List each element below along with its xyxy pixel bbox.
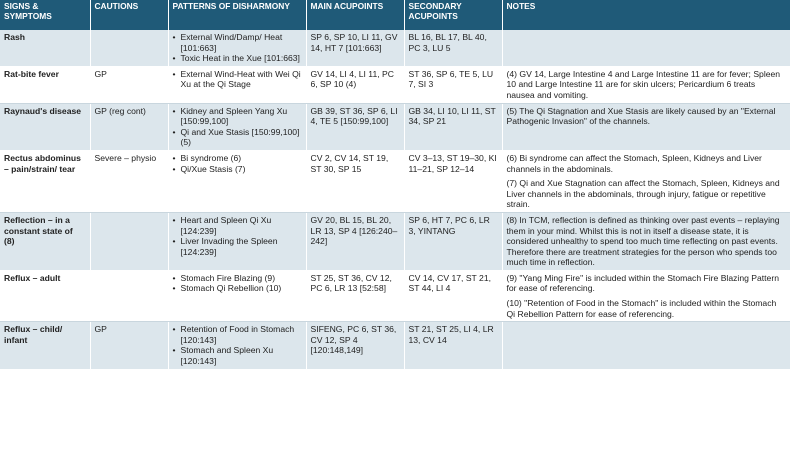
patterns-cell <box>168 322 306 369</box>
pattern-item: • Stomach Qi Rebellion (10) <box>173 283 302 294</box>
secondary-acupoints-cell: GB 34, LI 10, LI 11, ST 34, SP 21 <box>404 103 502 150</box>
main-acupoints-cell: ST 25, ST 36, CV 12, PC 6, LR 13 [52:58] <box>306 270 404 321</box>
notes-cell <box>502 30 790 66</box>
main-acupoints-cell: GV 14, LI 4, LI 11, PC 6, SP 10 (4) <box>306 66 404 103</box>
header-patterns: PATTERNS OF DISHARMONY <box>168 0 306 30</box>
main-acupoints-cell: GV 20, BL 15, BL 20, LR 13, SP 4 [126:240– 242] <box>306 212 404 270</box>
sign-cell: Reflux – child/ infant <box>0 322 90 369</box>
table-row <box>0 212 790 270</box>
sign-cell: Rectus abdominus – pain/strain/ tear <box>0 150 90 212</box>
pattern-item: • Bi syndrome (6) <box>173 153 302 164</box>
pattern-item: • Stomach and Spleen Xu [120:143] <box>173 345 302 366</box>
header-cautions: CAUTIONS <box>90 0 168 30</box>
main-acupoints-cell: SIFENG, PC 6, ST 36, CV 12, SP 4 [120:148,149] <box>306 322 404 369</box>
note-text: (8) In TCM, reflection is defined as thinking over past events – replaying them in your mind. Whilst this is not in itself a disease state, it is considered unhealthy to spend too much time reflecting on past events. Therefore there are treatment strategies for the person who spends too much time in reflection. <box>506 214 780 268</box>
pattern-item: • Toxic Heat in the Xue [101:663] <box>173 53 302 64</box>
pattern-item: • External Wind-Heat with Wei Qi Xu at the Qi Stage <box>173 69 302 90</box>
notes-cell <box>502 103 790 150</box>
patterns-cell <box>168 270 306 321</box>
sign-cell: Reflection – in a constant state of (8) <box>0 212 90 270</box>
caution-cell: GP (reg cont) <box>90 103 168 150</box>
caution-cell: GP <box>90 66 168 103</box>
sign-cell: Raynaud's disease <box>0 103 90 150</box>
patterns-cell <box>168 66 306 103</box>
secondary-acupoints-cell: SP 6, HT 7, PC 6, LR 3, YINTANG <box>404 212 502 270</box>
sign-cell: Rash <box>0 30 90 66</box>
table-row <box>0 322 790 369</box>
caution-cell: GP <box>90 322 168 369</box>
note-text: (9) "Yang Ming Fire" is included within the Stomach Fire Blazing Pattern for ease of referencing. <box>506 272 779 294</box>
caution-cell <box>90 212 168 270</box>
patterns-cell <box>168 30 306 66</box>
caution-cell: Severe – physio <box>90 150 168 212</box>
header-notes: NOTES <box>502 0 790 30</box>
header-main-acupoints: MAIN ACUPOINTS <box>306 0 404 30</box>
patterns-cell <box>168 150 306 212</box>
notes-cell <box>502 66 790 103</box>
pattern-item: • Qi/Xue Stasis (7) <box>173 164 302 175</box>
table-row <box>0 30 790 66</box>
sign-cell: Rat-bite fever <box>0 66 90 103</box>
header-row <box>0 0 790 30</box>
table-row <box>0 66 790 103</box>
pattern-item: • Liver Invading the Spleen [124:239] <box>173 236 302 257</box>
patterns-cell <box>168 212 306 270</box>
pattern-item: • Heart and Spleen Qi Xu [124:239] <box>173 215 302 236</box>
main-acupoints-cell: SP 6, SP 10, LI 11, GV 14, HT 7 [101:663] <box>306 30 404 66</box>
note-text: (5) The Qi Stagnation and Xue Stasis are likely caused by an "External Pathogenic Invasion" of the channels. <box>506 105 776 127</box>
pattern-item: • Kidney and Spleen Yang Xu [150:99,100] <box>173 106 302 127</box>
pattern-item: • Retention of Food in Stomach [120:143] <box>173 324 302 345</box>
pattern-item: • Qi and Xue Stasis [150:99,100] (5) <box>173 127 302 148</box>
notes-cell <box>502 212 790 270</box>
caution-cell <box>90 270 168 321</box>
pattern-item: • Stomach Fire Blazing (9) <box>173 273 302 284</box>
notes-cell <box>502 150 790 212</box>
main-acupoints-cell: CV 2, CV 14, ST 19, ST 30, SP 15 <box>306 150 404 212</box>
main-acupoints-cell: GB 39, ST 36, SP 6, LI 4, TE 5 [150:99,100] <box>306 103 404 150</box>
secondary-acupoints-cell: CV 14, CV 17, ST 21, ST 44, LI 4 <box>404 270 502 321</box>
secondary-acupoints-cell: CV 3–13, ST 19–30, KI 11–21, SP 12–14 <box>404 150 502 212</box>
pattern-item: • External Wind/Damp/ Heat [101:663] <box>173 32 302 53</box>
patterns-cell <box>168 103 306 150</box>
header-signs: SIGNS & SYMPTOMS <box>0 0 90 30</box>
sign-cell: Reflux – adult <box>0 270 90 321</box>
note-text: (6) Bi syndrome can affect the Stomach, Spleen, Kidneys and Liver channels in the abdominals. <box>506 152 762 174</box>
table-row <box>0 150 790 212</box>
secondary-acupoints-cell: BL 16, BL 17, BL 40, PC 3, LU 5 <box>404 30 502 66</box>
caution-cell <box>90 30 168 66</box>
notes-cell <box>502 322 790 369</box>
secondary-acupoints-cell: ST 21, ST 25, LI 4, LR 13, CV 14 <box>404 322 502 369</box>
note-text: (4) GV 14, Large Intestine 4 and Large Intestine 11 are for fever; Spleen 10 and Large Intestine 11 are for skin ulcers; Pericardium 6 treats nausea and vomiting. <box>506 68 781 100</box>
table-row <box>0 103 790 150</box>
note-text: (10) "Retention of Food in the Stomach" is included within the Stomach Qi Rebellion Pattern for ease of referencing. <box>506 298 777 319</box>
notes-cell <box>502 270 790 321</box>
note-text: (7) Qi and Xue Stagnation can affect the Stomach, Spleen, Kidneys and Liver channels in the abdominals, through injury, fatigue or repetitive strain. <box>506 178 780 210</box>
table-row <box>0 270 790 321</box>
header-secondary-acupoints: SECONDARY ACUPOINTS <box>404 0 502 30</box>
secondary-acupoints-cell: ST 36, SP 6, TE 5, LU 7, SI 3 <box>404 66 502 103</box>
